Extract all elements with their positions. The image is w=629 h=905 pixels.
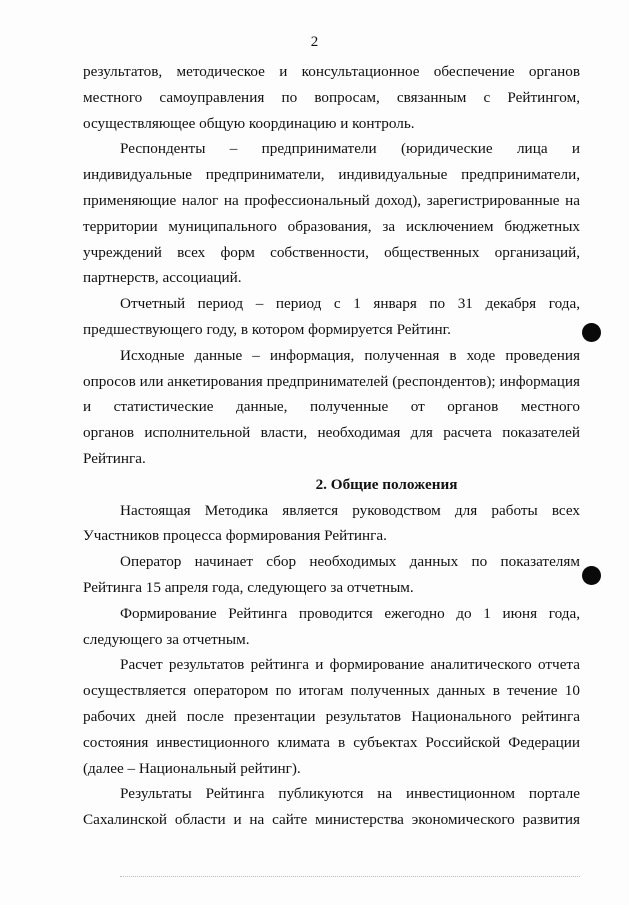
text-line: опросов или анкетирования предпринимателей (респондентов); информация (83, 372, 580, 390)
text-line: (далее – Национальный рейтинг). (83, 759, 301, 777)
text-line: Формирование Рейтинга проводится ежегодно до 1 июня года, (120, 604, 580, 622)
text-line: следующего за отчетным. (83, 630, 250, 648)
text-line: Респонденты – предприниматели (юридические лица и (120, 140, 580, 158)
text-line: применяющие налог на профессиональный доход), зарегистрированные на (83, 191, 580, 209)
punch-hole-mark (582, 323, 601, 342)
scan-artifact-line (120, 876, 580, 877)
text-line: Исходные данные – информация, полученная в ходе проведения (120, 346, 580, 364)
text-line: партнерств, ассоциаций. (83, 269, 242, 287)
text-line: органов исполнительной власти, необходимая для расчета показателей (83, 424, 580, 442)
text-line: состояния инвестиционного климата в субъектах Российской Федерации (83, 733, 580, 751)
text-line: Отчетный период – период с 1 января по 31 декабря года, (120, 295, 580, 313)
text-line: Результаты Рейтинга публикуются на инвестиционном портале (120, 785, 580, 803)
text-line: Рейтинга 15 апреля года, следующего за отчетным. (83, 578, 414, 596)
text-line: предшествующего году, в котором формируется Рейтинг. (83, 320, 451, 338)
text-line: Расчет результатов рейтинга и формирование аналитического отчета (120, 656, 580, 674)
document-body (83, 59, 580, 833)
text-line: Настоящая Методика является руководством для работы всех (120, 501, 580, 519)
text-line: учреждений всех форм собственности, общественных организаций, (83, 243, 580, 261)
page-number: 2 (310, 34, 319, 50)
text-line: Рейтинга. (83, 449, 146, 467)
text-line: результатов, методическое и консультационное обеспечение органов (83, 63, 580, 80)
text-line: Участников процесса формирования Рейтинга. (83, 527, 387, 545)
text-line: рабочих дней после презентации результатов Национального рейтинга (83, 707, 580, 725)
text-line: Оператор начинает сбор необходимых данных по показателям (120, 553, 580, 571)
text-line: осуществляется оператором по итогам полученных данных в течение 10 (83, 682, 580, 700)
text-line: и статистические данные, полученные от органов местного (83, 398, 580, 416)
text-line: территории муниципального образования, за исключением бюджетных (83, 217, 580, 235)
text-line: местного самоуправления по вопросам, связанным с Рейтингом, (83, 88, 580, 106)
text-line: индивидуальные предприниматели, индивидуальные предприниматели, (83, 166, 580, 184)
punch-hole-mark (582, 566, 601, 585)
text-line: Сахалинской области и на сайте министерства экономического развития (83, 811, 580, 829)
text-line: осуществляющее общую координацию и контроль. (83, 114, 415, 132)
section-heading: 2. Общие положения (315, 475, 458, 493)
